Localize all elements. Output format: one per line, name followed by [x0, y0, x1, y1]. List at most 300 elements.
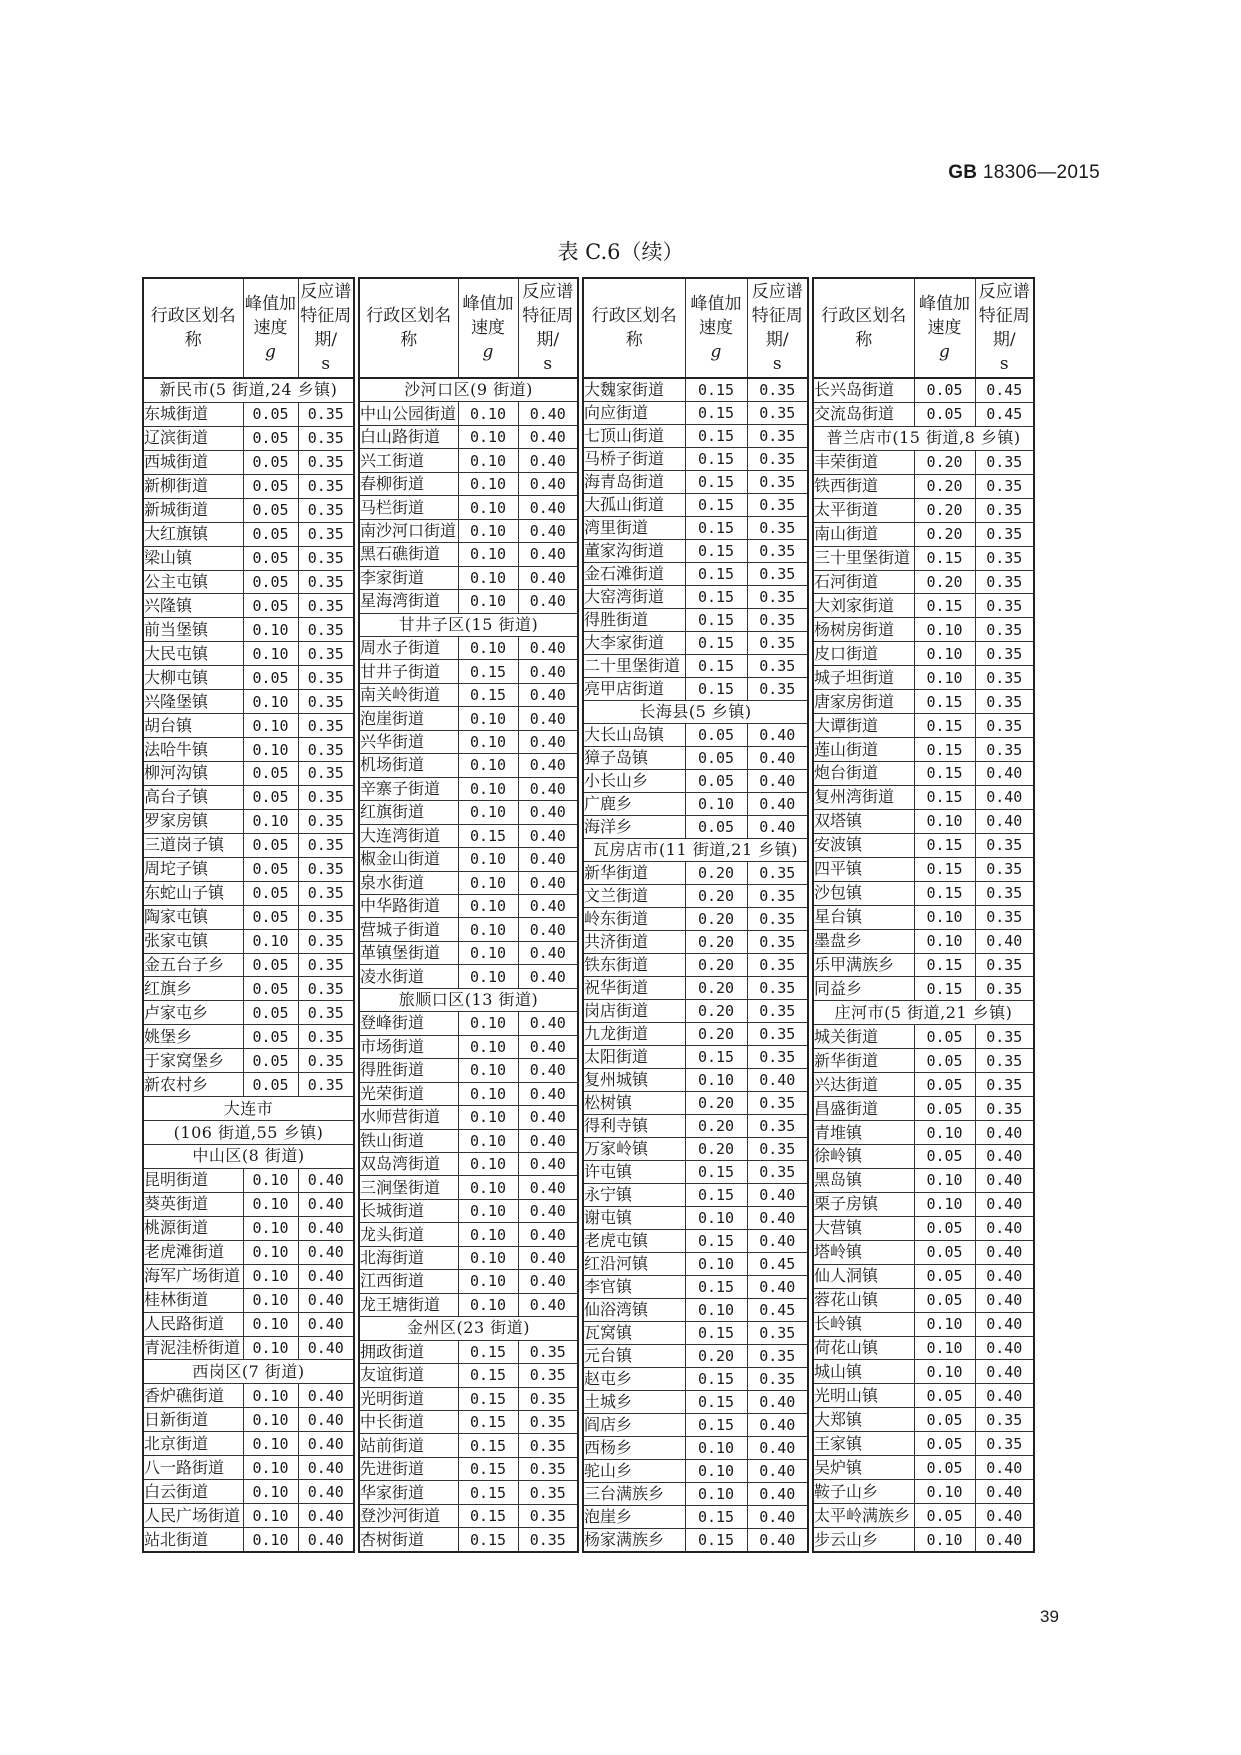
page-number: 39: [1040, 1607, 1059, 1626]
period-value: 0.35: [298, 426, 354, 450]
period-value: 0.35: [975, 498, 1034, 522]
region-name: 杨树房街道: [813, 618, 914, 642]
region-name: 水师营街道: [359, 1106, 458, 1129]
table-block: [812, 277, 1035, 1553]
pga-value: 0.05: [243, 785, 298, 809]
table-row: [583, 448, 808, 471]
table-row: [359, 941, 578, 964]
period-value: 0.45: [747, 1253, 808, 1276]
pga-value: 0.10: [243, 690, 298, 714]
region-name: 大长山岛镇: [583, 724, 685, 747]
region-name: 白云街道: [143, 1480, 243, 1504]
region-name: 市场街道: [359, 1035, 458, 1058]
table-row: [143, 1480, 354, 1504]
region-name: 南沙河口街道: [359, 519, 458, 542]
pga-value: 0.15: [685, 1414, 747, 1437]
region-name: 徐岭镇: [813, 1145, 914, 1169]
pga-value: 0.15: [458, 1364, 518, 1387]
region-name: 营城子街道: [359, 918, 458, 941]
pga-value: 0.10: [458, 941, 518, 964]
period-value: 0.40: [518, 730, 578, 753]
region-name: 金石滩街道: [583, 563, 685, 586]
region-name: 太阳街道: [583, 1046, 685, 1069]
pga-value: 0.10: [458, 1129, 518, 1152]
region-name: 三涧堡街道: [359, 1176, 458, 1199]
table-row: [583, 1138, 808, 1161]
table-row: [583, 1000, 808, 1023]
period-value: 0.40: [518, 965, 578, 988]
period-value: 0.40: [518, 848, 578, 871]
region-name: 香炉礁街道: [143, 1384, 243, 1408]
period-value: 0.40: [518, 449, 578, 472]
pga-value: 0.10: [458, 871, 518, 894]
table-row: [143, 594, 354, 618]
period-value: 0.40: [518, 425, 578, 448]
pga-value: 0.05: [243, 594, 298, 618]
table-row: [583, 1023, 808, 1046]
table-row: [359, 402, 578, 425]
pga-value: 0.15: [685, 1276, 747, 1299]
period-value: 0.40: [975, 1121, 1034, 1145]
region-name: 鞍子山乡: [813, 1480, 914, 1504]
table-row: [583, 1046, 808, 1069]
pga-value: 0.15: [914, 833, 975, 857]
pga-value: 0.10: [458, 590, 518, 613]
period-value: 0.35: [747, 931, 808, 954]
table-row: [359, 1410, 578, 1433]
region-name: 石河街道: [813, 570, 914, 594]
period-value: 0.35: [298, 522, 354, 546]
period-value: 0.40: [747, 724, 808, 747]
pga-value: 0.10: [458, 1293, 518, 1316]
region-name: 友谊街道: [359, 1364, 458, 1387]
region-name: 兴达街道: [813, 1073, 914, 1097]
region-name: 人民路街道: [143, 1312, 243, 1336]
pga-value: 0.10: [914, 1360, 975, 1384]
period-value: 0.35: [975, 881, 1034, 905]
section-title: 瓦房店市(11 街道,21 乡镇): [583, 839, 808, 862]
table-row: [583, 1506, 808, 1529]
table-row: [359, 707, 578, 730]
pga-value: 0.15: [914, 857, 975, 881]
region-name: 站北街道: [143, 1528, 243, 1552]
period-value: 0.40: [975, 1312, 1034, 1336]
region-name: 李官镇: [583, 1276, 685, 1299]
section-title: 大连市: [143, 1097, 354, 1121]
pga-value: 0.15: [685, 632, 747, 655]
pga-value: 0.15: [914, 953, 975, 977]
table-row: [583, 770, 808, 793]
region-name: 泡崖乡: [583, 1506, 685, 1529]
period-value: 0.40: [298, 1528, 354, 1552]
period-value: 0.40: [747, 1391, 808, 1414]
region-name: 海军广场街道: [143, 1264, 243, 1288]
pga-value: 0.05: [243, 1025, 298, 1049]
period-value: 0.40: [518, 1129, 578, 1152]
table-row: [359, 1223, 578, 1246]
period-value: 0.35: [747, 678, 808, 701]
table-row: [583, 908, 808, 931]
table-row: [143, 738, 354, 762]
pga-value: 0.15: [458, 1457, 518, 1480]
table-row: [583, 1368, 808, 1391]
period-value: 0.40: [747, 1460, 808, 1483]
table-row: [583, 1345, 808, 1368]
period-value: 0.35: [975, 594, 1034, 618]
period-value: 0.35: [518, 1340, 578, 1363]
region-name: 墨盘乡: [813, 929, 914, 953]
period-value: 0.40: [298, 1192, 354, 1216]
table-row: [813, 1121, 1034, 1145]
pga-value: 0.15: [685, 609, 747, 632]
pga-value: 0.10: [458, 777, 518, 800]
table-row: [583, 632, 808, 655]
period-value: 0.40: [975, 762, 1034, 786]
region-name: 大刘家街道: [813, 594, 914, 618]
table-row: [583, 931, 808, 954]
table-row: [583, 1322, 808, 1345]
table-row: [813, 762, 1034, 786]
table-row: [143, 1456, 354, 1480]
pga-value: 0.10: [243, 929, 298, 953]
region-name: 大魏家街道: [583, 378, 685, 402]
table-row: [583, 1276, 808, 1299]
region-name: 长城街道: [359, 1199, 458, 1222]
pga-value: 0.10: [458, 472, 518, 495]
pga-value: 0.05: [243, 881, 298, 905]
pga-value: 0.20: [914, 522, 975, 546]
period-value: 0.35: [747, 1046, 808, 1069]
table-row: [143, 1049, 354, 1073]
pga-value: 0.20: [685, 1345, 747, 1368]
pga-value: 0.15: [685, 402, 747, 425]
table-row: [813, 929, 1034, 953]
region-name: 青泥洼桥街道: [143, 1336, 243, 1360]
table-row: [359, 801, 578, 824]
table-row: [583, 655, 808, 678]
table-row: [813, 594, 1034, 618]
region-name: 椒金山街道: [359, 848, 458, 871]
region-name: 亮甲店街道: [583, 678, 685, 701]
pga-value: 0.05: [914, 1145, 975, 1169]
pga-value: 0.05: [914, 1456, 975, 1480]
section-row: [359, 613, 578, 636]
period-value: 0.40: [975, 1145, 1034, 1169]
period-value: 0.35: [298, 642, 354, 666]
region-name: 三台满族乡: [583, 1483, 685, 1506]
period-value: 0.35: [747, 632, 808, 655]
period-value: 0.40: [518, 894, 578, 917]
period-value: 0.35: [298, 594, 354, 618]
pga-value: 0.05: [243, 1073, 298, 1097]
table-row: [583, 1069, 808, 1092]
table-row: [813, 714, 1034, 738]
table-row: [143, 1288, 354, 1312]
region-name: 中华路街道: [359, 894, 458, 917]
table-row: [359, 1293, 578, 1316]
region-name: 红沿河镇: [583, 1253, 685, 1276]
pga-value: 0.10: [458, 754, 518, 777]
pga-value: 0.10: [458, 1199, 518, 1222]
pga-value: 0.05: [243, 857, 298, 881]
pga-value: 0.10: [458, 1223, 518, 1246]
period-value: 0.35: [747, 1138, 808, 1161]
table-row: [813, 546, 1034, 570]
section-title: 中山区(8 街道): [143, 1145, 354, 1169]
region-name: 张家屯镇: [143, 929, 243, 953]
header-name: 行政区划名称: [813, 278, 914, 378]
period-value: 0.40: [518, 1035, 578, 1058]
period-value: 0.35: [975, 857, 1034, 881]
period-value: 0.40: [975, 1336, 1034, 1360]
pga-value: 0.05: [243, 762, 298, 786]
period-value: 0.35: [975, 1025, 1034, 1049]
table-row: [143, 809, 354, 833]
period-value: 0.35: [298, 762, 354, 786]
period-value: 0.35: [975, 714, 1034, 738]
pga-value: 0.10: [458, 1106, 518, 1129]
table-row: [583, 724, 808, 747]
pga-value: 0.05: [914, 1097, 975, 1121]
table-row: [813, 1025, 1034, 1049]
region-name: 万家岭镇: [583, 1138, 685, 1161]
table-row: [359, 754, 578, 777]
period-value: 0.40: [518, 1176, 578, 1199]
pga-value: 0.05: [914, 1384, 975, 1408]
header-name: 行政区划名称: [583, 278, 685, 378]
period-value: 0.35: [747, 448, 808, 471]
region-name: 龙王塘街道: [359, 1293, 458, 1316]
table-row: [359, 660, 578, 683]
pga-value: 0.15: [685, 563, 747, 586]
table-row: [813, 1145, 1034, 1169]
table-row: [359, 472, 578, 495]
table-row: [359, 519, 578, 542]
pga-value: 0.10: [685, 793, 747, 816]
period-value: 0.40: [518, 1246, 578, 1269]
period-value: 0.35: [975, 522, 1034, 546]
pga-value: 0.05: [243, 402, 298, 426]
pga-value: 0.15: [458, 683, 518, 706]
region-name: 北海街道: [359, 1246, 458, 1269]
region-name: 双岛湾街道: [359, 1152, 458, 1175]
pga-value: 0.15: [685, 378, 747, 402]
period-value: 0.35: [747, 517, 808, 540]
table-row: [813, 1192, 1034, 1216]
region-name: 得胜街道: [583, 609, 685, 632]
period-value: 0.35: [518, 1387, 578, 1410]
table-row: [143, 785, 354, 809]
pga-value: 0.10: [243, 1264, 298, 1288]
table-row: [583, 1230, 808, 1253]
pga-value: 0.10: [458, 449, 518, 472]
period-value: 0.40: [747, 1207, 808, 1230]
region-name: 梁山镇: [143, 546, 243, 570]
region-name: 甘井子街道: [359, 660, 458, 683]
pga-value: 0.05: [243, 426, 298, 450]
period-value: 0.45: [975, 402, 1034, 426]
pga-value: 0.15: [914, 785, 975, 809]
pga-value: 0.05: [243, 905, 298, 929]
region-name: 同益乡: [813, 977, 914, 1001]
table-row: [143, 642, 354, 666]
pga-value: 0.05: [685, 747, 747, 770]
region-name: 华家街道: [359, 1481, 458, 1504]
region-name: 文兰街道: [583, 885, 685, 908]
pga-value: 0.05: [685, 770, 747, 793]
period-value: 0.45: [975, 378, 1034, 402]
period-value: 0.40: [298, 1384, 354, 1408]
table-row: [813, 1480, 1034, 1504]
region-name: 中长街道: [359, 1410, 458, 1433]
pga-value: 0.10: [458, 1246, 518, 1269]
table-row: [583, 1161, 808, 1184]
table-row: [359, 637, 578, 660]
table-row: [583, 586, 808, 609]
pga-value: 0.10: [685, 1069, 747, 1092]
header-pga: 峰值加速度 g: [458, 278, 518, 378]
period-value: 0.40: [298, 1480, 354, 1504]
region-name: 四平镇: [813, 857, 914, 881]
table-row: [583, 471, 808, 494]
period-value: 0.35: [298, 1025, 354, 1049]
period-value: 0.35: [975, 1097, 1034, 1121]
pga-value: 0.10: [458, 707, 518, 730]
pga-value: 0.10: [243, 1480, 298, 1504]
pga-value: 0.15: [685, 586, 747, 609]
table-row: [359, 1246, 578, 1269]
period-value: 0.40: [975, 1288, 1034, 1312]
section-row: [143, 1145, 354, 1169]
region-name: 光明街道: [359, 1387, 458, 1410]
period-value: 0.40: [518, 941, 578, 964]
table-row: [359, 683, 578, 706]
period-value: 0.40: [747, 770, 808, 793]
period-value: 0.35: [975, 666, 1034, 690]
period-value: 0.35: [747, 1092, 808, 1115]
table-row: [583, 954, 808, 977]
period-value: 0.40: [298, 1312, 354, 1336]
period-value: 0.35: [975, 1073, 1034, 1097]
table-row: [813, 642, 1034, 666]
table-row: [583, 1207, 808, 1230]
pga-value: 0.15: [685, 1184, 747, 1207]
region-name: 双塔镇: [813, 809, 914, 833]
table-row: [813, 857, 1034, 881]
table-row: [359, 1528, 578, 1552]
pga-value: 0.05: [914, 1049, 975, 1073]
period-value: 0.40: [975, 1360, 1034, 1384]
region-name: 新柳街道: [143, 474, 243, 498]
table-row: [583, 378, 808, 402]
pga-value: 0.05: [914, 1073, 975, 1097]
pga-value: 0.05: [243, 977, 298, 1001]
header-pga: 峰值加速度 g: [685, 278, 747, 378]
period-value: 0.40: [298, 1432, 354, 1456]
region-name: 吴炉镇: [813, 1456, 914, 1480]
pga-value: 0.10: [914, 618, 975, 642]
region-name: 铁西街道: [813, 474, 914, 498]
region-name: 龙头街道: [359, 1223, 458, 1246]
section-title: 甘井子区(15 街道): [359, 613, 578, 636]
region-name: 红旗乡: [143, 977, 243, 1001]
section-row: [813, 426, 1034, 450]
table-row: [143, 1384, 354, 1408]
period-value: 0.40: [298, 1240, 354, 1264]
period-value: 0.35: [747, 954, 808, 977]
table-row: [143, 618, 354, 642]
table-row: [813, 1073, 1034, 1097]
table-row: [143, 522, 354, 546]
table-row: [583, 816, 808, 839]
table-row: [813, 1504, 1034, 1528]
region-name: 马桥子街道: [583, 448, 685, 471]
region-name: 莲山街道: [813, 738, 914, 762]
period-value: 0.35: [975, 474, 1034, 498]
pga-value: 0.15: [914, 977, 975, 1001]
pga-value: 0.15: [458, 1387, 518, 1410]
pga-value: 0.15: [458, 660, 518, 683]
header-pga: 峰值加速度 g: [243, 278, 298, 378]
period-value: 0.40: [518, 754, 578, 777]
region-name: 南关岭街道: [359, 683, 458, 706]
pga-value: 0.15: [685, 1046, 747, 1069]
table-row: [583, 1414, 808, 1437]
period-value: 0.35: [298, 929, 354, 953]
pga-value: 0.10: [458, 543, 518, 566]
table-row: [143, 1216, 354, 1240]
table-row: [813, 402, 1034, 426]
period-value: 0.40: [518, 824, 578, 847]
period-value: 0.40: [518, 402, 578, 425]
table-row: [143, 1168, 354, 1192]
region-name: 法哈牛镇: [143, 738, 243, 762]
pga-value: 0.20: [685, 1023, 747, 1046]
table-row: [813, 378, 1034, 402]
period-value: 0.40: [518, 637, 578, 660]
region-name: 七顶山街道: [583, 425, 685, 448]
table-row: [143, 1432, 354, 1456]
table-row: [583, 563, 808, 586]
period-value: 0.35: [298, 498, 354, 522]
pga-value: 0.15: [685, 1529, 747, 1553]
period-value: 0.40: [518, 1152, 578, 1175]
region-name: 站前街道: [359, 1434, 458, 1457]
region-name: 桂林街道: [143, 1288, 243, 1312]
pga-value: 0.15: [914, 690, 975, 714]
period-value: 0.35: [975, 618, 1034, 642]
section-row: [359, 378, 578, 402]
pga-value: 0.15: [914, 762, 975, 786]
period-value: 0.35: [298, 953, 354, 977]
section-row: [583, 701, 808, 724]
region-name: 太平街道: [813, 498, 914, 522]
period-value: 0.35: [975, 450, 1034, 474]
period-value: 0.35: [747, 1322, 808, 1345]
pga-value: 0.05: [243, 570, 298, 594]
period-value: 0.35: [747, 425, 808, 448]
table-row: [583, 1529, 808, 1553]
pga-value: 0.10: [243, 618, 298, 642]
pga-value: 0.10: [458, 425, 518, 448]
region-name: 东蛇山子镇: [143, 881, 243, 905]
period-value: 0.35: [747, 494, 808, 517]
period-value: 0.35: [298, 977, 354, 1001]
table-row: [813, 905, 1034, 929]
region-name: 日新街道: [143, 1408, 243, 1432]
pga-value: 0.10: [243, 1240, 298, 1264]
period-value: 0.40: [747, 1276, 808, 1299]
